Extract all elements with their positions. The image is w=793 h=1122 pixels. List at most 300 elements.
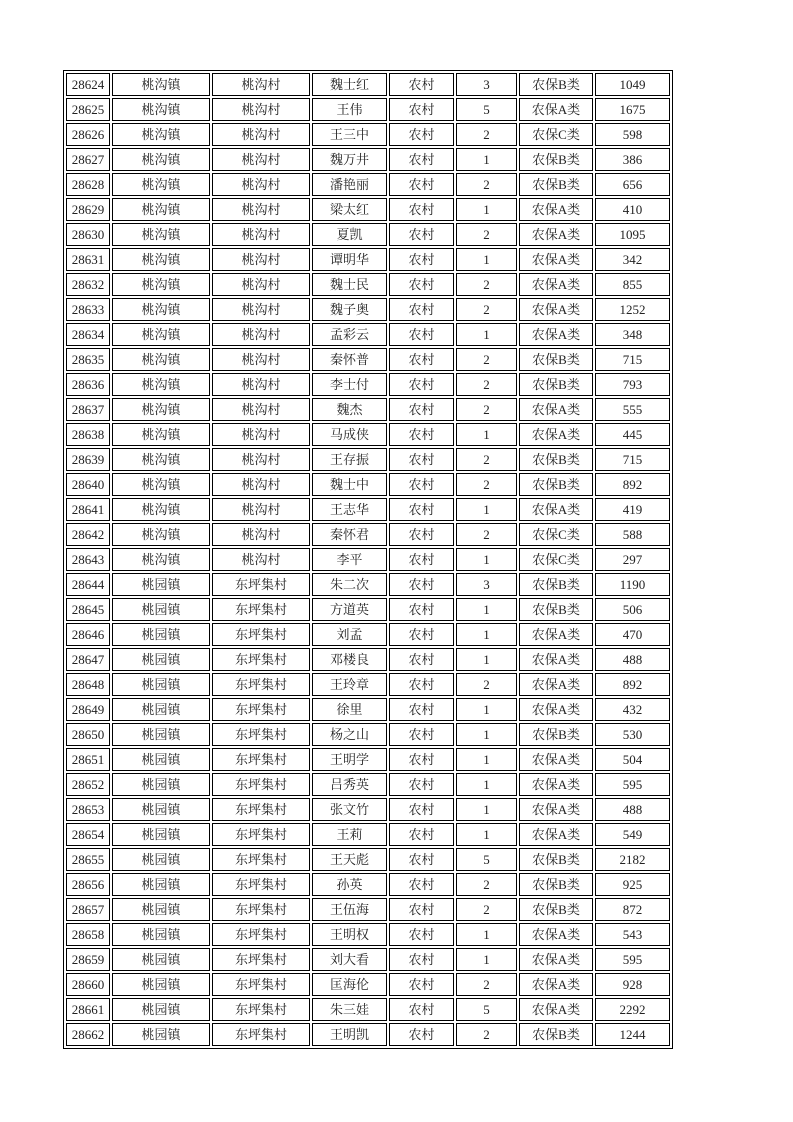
table-row: [66, 598, 670, 621]
cell-amount: 925: [595, 873, 670, 896]
cell-person-count: 1: [456, 923, 517, 946]
cell-town: 桃沟镇: [112, 123, 210, 146]
benefits-table: [63, 70, 673, 1049]
cell-person-count: 5: [456, 98, 517, 121]
cell-insurance-category: 农保B类: [519, 598, 593, 621]
cell-amount: 595: [595, 948, 670, 971]
cell-serial-number: 28650: [66, 723, 110, 746]
cell-serial-number: 28638: [66, 423, 110, 446]
cell-town: 桃沟镇: [112, 398, 210, 421]
cell-insurance-category: 农保B类: [519, 448, 593, 471]
cell-town: 桃沟镇: [112, 523, 210, 546]
cell-serial-number: 28644: [66, 573, 110, 596]
cell-household-type: 农村: [389, 148, 454, 171]
cell-insurance-category: 农保B类: [519, 723, 593, 746]
cell-name: 秦怀君: [312, 523, 387, 546]
cell-town: 桃沟镇: [112, 148, 210, 171]
table-row: [66, 348, 670, 371]
cell-amount: 419: [595, 498, 670, 521]
cell-insurance-category: 农保A类: [519, 773, 593, 796]
cell-village: 东坪集村: [212, 673, 310, 696]
cell-village: 东坪集村: [212, 873, 310, 896]
cell-name: 邓楼良: [312, 648, 387, 671]
cell-household-type: 农村: [389, 398, 454, 421]
cell-insurance-category: 农保A类: [519, 923, 593, 946]
cell-name: 魏士民: [312, 273, 387, 296]
cell-amount: 297: [595, 548, 670, 571]
cell-name: 朱二次: [312, 573, 387, 596]
cell-amount: 470: [595, 623, 670, 646]
cell-serial-number: 28629: [66, 198, 110, 221]
cell-town: 桃园镇: [112, 698, 210, 721]
cell-name: 王明权: [312, 923, 387, 946]
cell-amount: 386: [595, 148, 670, 171]
table-row: [66, 748, 670, 771]
cell-name: 魏士中: [312, 473, 387, 496]
cell-town: 桃园镇: [112, 773, 210, 796]
cell-person-count: 2: [456, 873, 517, 896]
cell-name: 魏万井: [312, 148, 387, 171]
cell-village: 桃沟村: [212, 498, 310, 521]
cell-village: 东坪集村: [212, 573, 310, 596]
cell-person-count: 1: [456, 823, 517, 846]
cell-serial-number: 28633: [66, 298, 110, 321]
cell-amount: 1244: [595, 1023, 670, 1046]
cell-amount: 1252: [595, 298, 670, 321]
table-row: [66, 1023, 670, 1046]
table-row: [66, 673, 670, 696]
cell-amount: 2292: [595, 998, 670, 1021]
cell-village: 桃沟村: [212, 248, 310, 271]
cell-name: 徐里: [312, 698, 387, 721]
cell-village: 桃沟村: [212, 273, 310, 296]
cell-household-type: 农村: [389, 448, 454, 471]
table-row: [66, 623, 670, 646]
cell-town: 桃园镇: [112, 848, 210, 871]
cell-serial-number: 28655: [66, 848, 110, 871]
cell-person-count: 1: [456, 623, 517, 646]
cell-village: 东坪集村: [212, 923, 310, 946]
cell-serial-number: 28652: [66, 773, 110, 796]
cell-serial-number: 28659: [66, 948, 110, 971]
cell-insurance-category: 农保B类: [519, 148, 593, 171]
table-row: [66, 73, 670, 96]
cell-serial-number: 28639: [66, 448, 110, 471]
cell-amount: 445: [595, 423, 670, 446]
cell-amount: 872: [595, 898, 670, 921]
cell-serial-number: 28642: [66, 523, 110, 546]
cell-amount: 506: [595, 598, 670, 621]
cell-person-count: 2: [456, 298, 517, 321]
cell-household-type: 农村: [389, 948, 454, 971]
cell-name: 刘大看: [312, 948, 387, 971]
table-row: [66, 473, 670, 496]
cell-person-count: 2: [456, 448, 517, 471]
cell-person-count: 2: [456, 348, 517, 371]
cell-amount: 543: [595, 923, 670, 946]
cell-village: 桃沟村: [212, 148, 310, 171]
cell-insurance-category: 农保C类: [519, 123, 593, 146]
cell-serial-number: 28645: [66, 598, 110, 621]
cell-serial-number: 28654: [66, 823, 110, 846]
cell-town: 桃园镇: [112, 898, 210, 921]
cell-insurance-category: 农保A类: [519, 98, 593, 121]
cell-person-count: 2: [456, 673, 517, 696]
cell-amount: 892: [595, 473, 670, 496]
table-row: [66, 723, 670, 746]
cell-serial-number: 28649: [66, 698, 110, 721]
cell-amount: 1095: [595, 223, 670, 246]
cell-village: 东坪集村: [212, 748, 310, 771]
cell-person-count: 2: [456, 123, 517, 146]
cell-person-count: 2: [456, 373, 517, 396]
cell-household-type: 农村: [389, 798, 454, 821]
table-row: [66, 973, 670, 996]
cell-village: 东坪集村: [212, 1023, 310, 1046]
table-row: [66, 798, 670, 821]
cell-amount: 892: [595, 673, 670, 696]
cell-household-type: 农村: [389, 348, 454, 371]
cell-insurance-category: 农保A类: [519, 623, 593, 646]
cell-village: 桃沟村: [212, 173, 310, 196]
cell-serial-number: 28648: [66, 673, 110, 696]
cell-household-type: 农村: [389, 898, 454, 921]
cell-town: 桃园镇: [112, 798, 210, 821]
cell-amount: 488: [595, 648, 670, 671]
cell-name: 王莉: [312, 823, 387, 846]
cell-town: 桃沟镇: [112, 498, 210, 521]
cell-serial-number: 28661: [66, 998, 110, 1021]
cell-insurance-category: 农保A类: [519, 323, 593, 346]
cell-serial-number: 28636: [66, 373, 110, 396]
cell-serial-number: 28640: [66, 473, 110, 496]
cell-insurance-category: 农保C类: [519, 523, 593, 546]
cell-village: 桃沟村: [212, 348, 310, 371]
cell-serial-number: 28626: [66, 123, 110, 146]
cell-insurance-category: 农保B类: [519, 348, 593, 371]
table-row: [66, 648, 670, 671]
cell-household-type: 农村: [389, 573, 454, 596]
cell-insurance-category: 农保B类: [519, 73, 593, 96]
cell-town: 桃沟镇: [112, 223, 210, 246]
cell-town: 桃沟镇: [112, 198, 210, 221]
cell-name: 梁太红: [312, 198, 387, 221]
cell-village: 东坪集村: [212, 973, 310, 996]
cell-person-count: 1: [456, 148, 517, 171]
cell-serial-number: 28632: [66, 273, 110, 296]
table-row: [66, 148, 670, 171]
cell-person-count: 1: [456, 948, 517, 971]
cell-name: 张文竹: [312, 798, 387, 821]
cell-household-type: 农村: [389, 748, 454, 771]
cell-village: 东坪集村: [212, 798, 310, 821]
cell-village: 桃沟村: [212, 298, 310, 321]
cell-insurance-category: 农保A类: [519, 273, 593, 296]
table-row: [66, 523, 670, 546]
cell-household-type: 农村: [389, 873, 454, 896]
cell-insurance-category: 农保A类: [519, 823, 593, 846]
cell-town: 桃沟镇: [112, 548, 210, 571]
cell-name: 吕秀英: [312, 773, 387, 796]
cell-insurance-category: 农保A类: [519, 223, 593, 246]
cell-household-type: 农村: [389, 848, 454, 871]
table-row: [66, 223, 670, 246]
table-row: [66, 398, 670, 421]
cell-village: 东坪集村: [212, 898, 310, 921]
cell-name: 魏士红: [312, 73, 387, 96]
cell-town: 桃园镇: [112, 648, 210, 671]
table-row: [66, 698, 670, 721]
cell-person-count: 3: [456, 573, 517, 596]
cell-name: 李平: [312, 548, 387, 571]
cell-serial-number: 28630: [66, 223, 110, 246]
cell-person-count: 2: [456, 273, 517, 296]
cell-person-count: 1: [456, 698, 517, 721]
cell-insurance-category: 农保A类: [519, 973, 593, 996]
cell-household-type: 农村: [389, 548, 454, 571]
cell-town: 桃园镇: [112, 923, 210, 946]
cell-serial-number: 28651: [66, 748, 110, 771]
cell-serial-number: 28634: [66, 323, 110, 346]
table-row: [66, 948, 670, 971]
table-row: [66, 273, 670, 296]
cell-serial-number: 28628: [66, 173, 110, 196]
cell-town: 桃沟镇: [112, 173, 210, 196]
cell-household-type: 农村: [389, 423, 454, 446]
cell-household-type: 农村: [389, 98, 454, 121]
cell-amount: 504: [595, 748, 670, 771]
table-row: [66, 323, 670, 346]
cell-person-count: 2: [456, 398, 517, 421]
cell-serial-number: 28647: [66, 648, 110, 671]
cell-amount: 530: [595, 723, 670, 746]
cell-insurance-category: 农保A类: [519, 798, 593, 821]
cell-village: 东坪集村: [212, 823, 310, 846]
table-body: [66, 73, 670, 1046]
table-row: [66, 123, 670, 146]
cell-name: 王伟: [312, 98, 387, 121]
cell-insurance-category: 农保B类: [519, 873, 593, 896]
cell-amount: 793: [595, 373, 670, 396]
cell-name: 王志华: [312, 498, 387, 521]
cell-amount: 2182: [595, 848, 670, 871]
cell-town: 桃沟镇: [112, 248, 210, 271]
cell-village: 桃沟村: [212, 73, 310, 96]
cell-name: 秦怀普: [312, 348, 387, 371]
cell-village: 东坪集村: [212, 648, 310, 671]
cell-insurance-category: 农保A类: [519, 948, 593, 971]
cell-name: 王三中: [312, 123, 387, 146]
table-row: [66, 423, 670, 446]
cell-name: 王明凯: [312, 1023, 387, 1046]
cell-person-count: 2: [456, 473, 517, 496]
cell-household-type: 农村: [389, 473, 454, 496]
cell-household-type: 农村: [389, 273, 454, 296]
cell-insurance-category: 农保B类: [519, 173, 593, 196]
cell-person-count: 1: [456, 498, 517, 521]
cell-town: 桃沟镇: [112, 348, 210, 371]
cell-household-type: 农村: [389, 198, 454, 221]
cell-name: 魏子奥: [312, 298, 387, 321]
cell-amount: 1049: [595, 73, 670, 96]
cell-person-count: 1: [456, 748, 517, 771]
cell-insurance-category: 农保B类: [519, 1023, 593, 1046]
cell-person-count: 3: [456, 73, 517, 96]
cell-insurance-category: 农保A类: [519, 298, 593, 321]
cell-amount: 432: [595, 698, 670, 721]
cell-household-type: 农村: [389, 823, 454, 846]
cell-town: 桃园镇: [112, 673, 210, 696]
cell-town: 桃园镇: [112, 748, 210, 771]
cell-amount: 549: [595, 823, 670, 846]
cell-insurance-category: 农保A类: [519, 398, 593, 421]
cell-name: 王天彪: [312, 848, 387, 871]
cell-town: 桃沟镇: [112, 323, 210, 346]
cell-person-count: 5: [456, 998, 517, 1021]
cell-serial-number: 28643: [66, 548, 110, 571]
table-row: [66, 773, 670, 796]
cell-insurance-category: 农保A类: [519, 648, 593, 671]
cell-name: 谭明华: [312, 248, 387, 271]
cell-household-type: 农村: [389, 773, 454, 796]
cell-name: 夏凯: [312, 223, 387, 246]
cell-amount: 348: [595, 323, 670, 346]
cell-name: 孙英: [312, 873, 387, 896]
cell-household-type: 农村: [389, 1023, 454, 1046]
cell-town: 桃园镇: [112, 998, 210, 1021]
cell-name: 王存振: [312, 448, 387, 471]
cell-village: 桃沟村: [212, 123, 310, 146]
table-row: [66, 248, 670, 271]
cell-amount: 555: [595, 398, 670, 421]
cell-serial-number: 28625: [66, 98, 110, 121]
cell-amount: 1675: [595, 98, 670, 121]
cell-amount: 715: [595, 448, 670, 471]
cell-name: 王明学: [312, 748, 387, 771]
cell-serial-number: 28627: [66, 148, 110, 171]
table-row: [66, 198, 670, 221]
cell-insurance-category: 农保B类: [519, 473, 593, 496]
cell-insurance-category: 农保A类: [519, 248, 593, 271]
cell-household-type: 农村: [389, 373, 454, 396]
cell-amount: 598: [595, 123, 670, 146]
cell-town: 桃沟镇: [112, 98, 210, 121]
cell-person-count: 2: [456, 223, 517, 246]
table-row: [66, 923, 670, 946]
cell-household-type: 农村: [389, 173, 454, 196]
cell-person-count: 2: [456, 973, 517, 996]
cell-insurance-category: 农保B类: [519, 898, 593, 921]
cell-village: 东坪集村: [212, 623, 310, 646]
cell-name: 王玲章: [312, 673, 387, 696]
cell-person-count: 1: [456, 648, 517, 671]
table-row: [66, 98, 670, 121]
table-row: [66, 448, 670, 471]
cell-amount: 488: [595, 798, 670, 821]
cell-household-type: 农村: [389, 298, 454, 321]
cell-town: 桃沟镇: [112, 273, 210, 296]
cell-insurance-category: 农保A类: [519, 498, 593, 521]
cell-village: 东坪集村: [212, 998, 310, 1021]
cell-name: 魏杰: [312, 398, 387, 421]
cell-village: 东坪集村: [212, 848, 310, 871]
table-row: [66, 498, 670, 521]
cell-name: 匡海伦: [312, 973, 387, 996]
cell-insurance-category: 农保B类: [519, 848, 593, 871]
cell-village: 桃沟村: [212, 373, 310, 396]
cell-town: 桃沟镇: [112, 448, 210, 471]
table-row: [66, 173, 670, 196]
cell-town: 桃园镇: [112, 823, 210, 846]
cell-insurance-category: 农保A类: [519, 673, 593, 696]
cell-village: 桃沟村: [212, 98, 310, 121]
cell-household-type: 农村: [389, 623, 454, 646]
cell-insurance-category: 农保A类: [519, 998, 593, 1021]
cell-person-count: 1: [456, 548, 517, 571]
cell-person-count: 1: [456, 773, 517, 796]
cell-amount: 928: [595, 973, 670, 996]
cell-village: 东坪集村: [212, 723, 310, 746]
cell-insurance-category: 农保A类: [519, 423, 593, 446]
cell-village: 桃沟村: [212, 423, 310, 446]
cell-serial-number: 28637: [66, 398, 110, 421]
cell-insurance-category: 农保A类: [519, 198, 593, 221]
cell-village: 东坪集村: [212, 948, 310, 971]
cell-person-count: 1: [456, 323, 517, 346]
table-row: [66, 298, 670, 321]
cell-village: 桃沟村: [212, 323, 310, 346]
cell-village: 桃沟村: [212, 473, 310, 496]
cell-town: 桃园镇: [112, 623, 210, 646]
cell-person-count: 1: [456, 723, 517, 746]
cell-insurance-category: 农保C类: [519, 548, 593, 571]
cell-village: 东坪集村: [212, 598, 310, 621]
cell-serial-number: 28653: [66, 798, 110, 821]
cell-serial-number: 28658: [66, 923, 110, 946]
cell-town: 桃沟镇: [112, 73, 210, 96]
cell-serial-number: 28635: [66, 348, 110, 371]
cell-name: 马成侠: [312, 423, 387, 446]
cell-person-count: 1: [456, 248, 517, 271]
table-row: [66, 823, 670, 846]
cell-name: 刘孟: [312, 623, 387, 646]
cell-person-count: 1: [456, 423, 517, 446]
cell-town: 桃园镇: [112, 948, 210, 971]
cell-serial-number: 28641: [66, 498, 110, 521]
cell-serial-number: 28646: [66, 623, 110, 646]
cell-person-count: 2: [456, 173, 517, 196]
cell-town: 桃园镇: [112, 598, 210, 621]
cell-serial-number: 28624: [66, 73, 110, 96]
cell-insurance-category: 农保A类: [519, 748, 593, 771]
cell-person-count: 1: [456, 798, 517, 821]
cell-insurance-category: 农保B类: [519, 573, 593, 596]
cell-household-type: 农村: [389, 698, 454, 721]
cell-household-type: 农村: [389, 723, 454, 746]
cell-village: 桃沟村: [212, 548, 310, 571]
table-row: [66, 548, 670, 571]
cell-name: 潘艳丽: [312, 173, 387, 196]
cell-household-type: 农村: [389, 248, 454, 271]
table-row: [66, 998, 670, 1021]
cell-amount: 715: [595, 348, 670, 371]
table-row: [66, 898, 670, 921]
cell-serial-number: 28631: [66, 248, 110, 271]
cell-village: 桃沟村: [212, 223, 310, 246]
cell-town: 桃园镇: [112, 973, 210, 996]
table-row: [66, 373, 670, 396]
cell-amount: 1190: [595, 573, 670, 596]
